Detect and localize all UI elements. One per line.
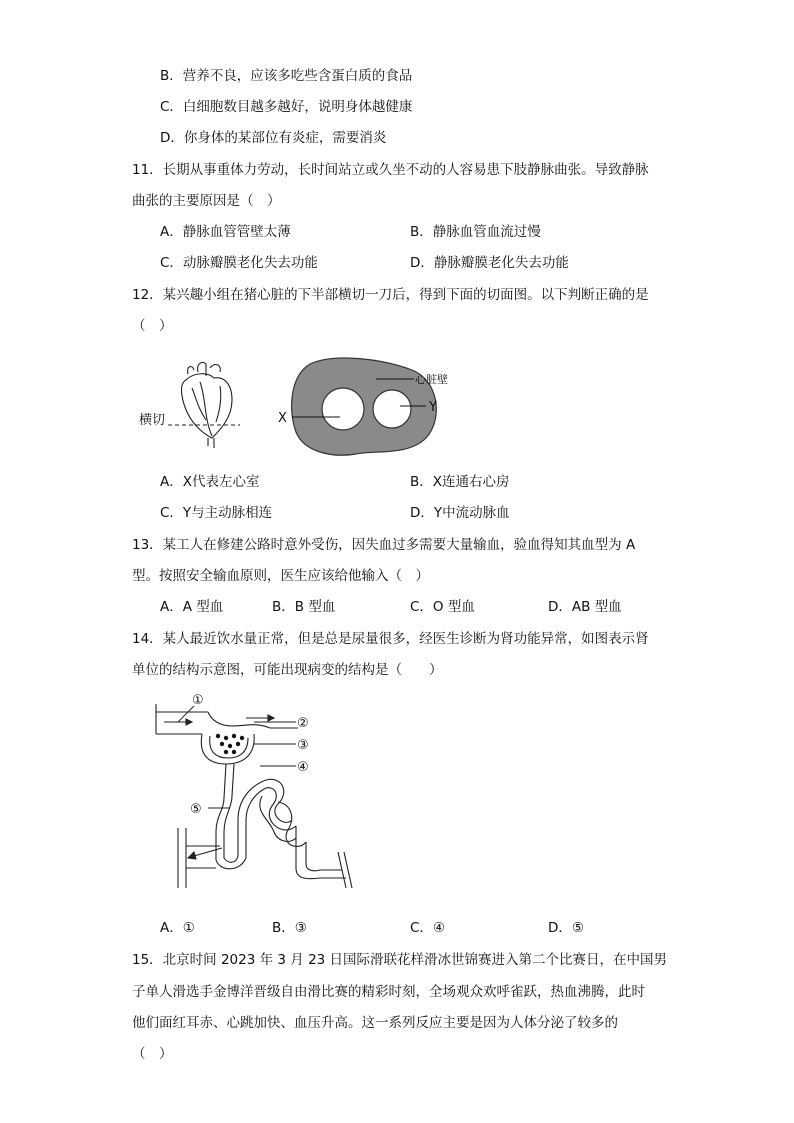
q10-option-c: C．白细胞数目越多越好，说明身体越健康 — [160, 99, 413, 115]
q14-stem-line2: 单位的结构示意图，可能出现病变的结构是（ ） — [132, 662, 443, 678]
q13-option-d: D．AB 型血 — [548, 599, 622, 615]
q13-option-c: C．O 型血 — [410, 599, 475, 615]
q12-option-c: C．Y与主动脉相连 — [160, 505, 273, 521]
q14-stem-line1: 14．某人最近饮水量正常，但是总是尿量很多，经医生诊断为肾功能异常，如图表示肾 — [132, 631, 649, 647]
q13-stem-line2: 型。按照安全输血原则，医生应该给他输入（ ） — [132, 568, 429, 584]
q10-option-b: B．营养不良，应该多吃些含蛋白质的食品 — [160, 68, 413, 84]
q11-option-d: D．静脉瓣膜老化失去功能 — [410, 255, 569, 271]
label-4: ④ — [297, 760, 309, 775]
label-3: ③ — [297, 738, 309, 753]
q12-option-a: A．X代表左心室 — [160, 474, 260, 490]
glomerulus-dots — [216, 734, 244, 754]
q11-option-a: A．静脉血管管壁太薄 — [160, 224, 291, 240]
vessel-branch — [210, 365, 220, 372]
q13-option-a: A．A 型血 — [160, 599, 224, 615]
q15-stem-line3: 他们面红耳赤、心跳加快、血压升高。这一系列反应主要是因为人体分泌了较多的 — [132, 1015, 618, 1031]
nephron-figure — [150, 692, 370, 902]
label-5: ⑤ — [190, 802, 202, 817]
cross-section-figure — [276, 354, 466, 464]
q11-stem-line2: 曲张的主要原因是（ ） — [132, 193, 281, 209]
q11-option-c: C．动脉瓣膜老化失去功能 — [160, 255, 318, 271]
q13-stem-line1: 13．某工人在修建公路时意外受伤，因失血过多需要大量输血，验血得知其血型为 A — [132, 537, 636, 553]
heart-outline — [182, 374, 232, 438]
q14-option-d: D．⑤ — [548, 920, 584, 936]
vessel-left — [188, 367, 194, 374]
heart-groove — [200, 382, 212, 436]
q12-option-d: D．Y中流动脉血 — [410, 505, 510, 521]
q15-stem-line4: （ ） — [132, 1046, 173, 1062]
label-hengqie: 横切 — [139, 413, 166, 428]
heart-figure — [136, 358, 246, 448]
q14-option-b: B．③ — [272, 920, 307, 936]
label-2: ② — [297, 716, 309, 731]
label-y: Y — [429, 400, 437, 415]
label-xinzangbi: 心脏壁 — [415, 373, 448, 386]
q11-option-b: B．静脉血管血流过慢 — [410, 224, 541, 240]
q12-stem-line1: 12．某兴趣小组在猪心脏的下半部横切一刀后，得到下面的切面图。以下判断正确的是 — [132, 287, 649, 303]
q15-stem-line1: 15．北京时间 2023 年 3 月 23 日国际滑联花样滑冰世锦赛进入第二个比赛日，在中国男 — [132, 952, 668, 968]
label-x: X — [278, 411, 287, 426]
q10-option-d: D．你身体的某部位有炎症，需要消炎 — [160, 130, 387, 146]
chamber-x — [322, 388, 364, 430]
label-1: ① — [192, 693, 204, 708]
q15-stem-line2: 子单人滑选手金博洋晋级自由滑比赛的精彩时刻，全场观众欢呼雀跃，热血沸腾，此时 — [132, 984, 645, 1000]
q12-stem-line2: （ ） — [132, 318, 173, 334]
q12-option-b: B．X连通右心房 — [410, 474, 510, 490]
chamber-y — [373, 390, 411, 428]
q11-stem-line1: 11．长期从事重体力劳动，长时间站立或久坐不动的人容易患下肢静脉曲张。导致静脉 — [132, 162, 649, 178]
q14-option-a: A．① — [160, 920, 195, 936]
q14-option-c: C．④ — [410, 920, 446, 936]
q13-option-b: B．B 型血 — [272, 599, 336, 615]
